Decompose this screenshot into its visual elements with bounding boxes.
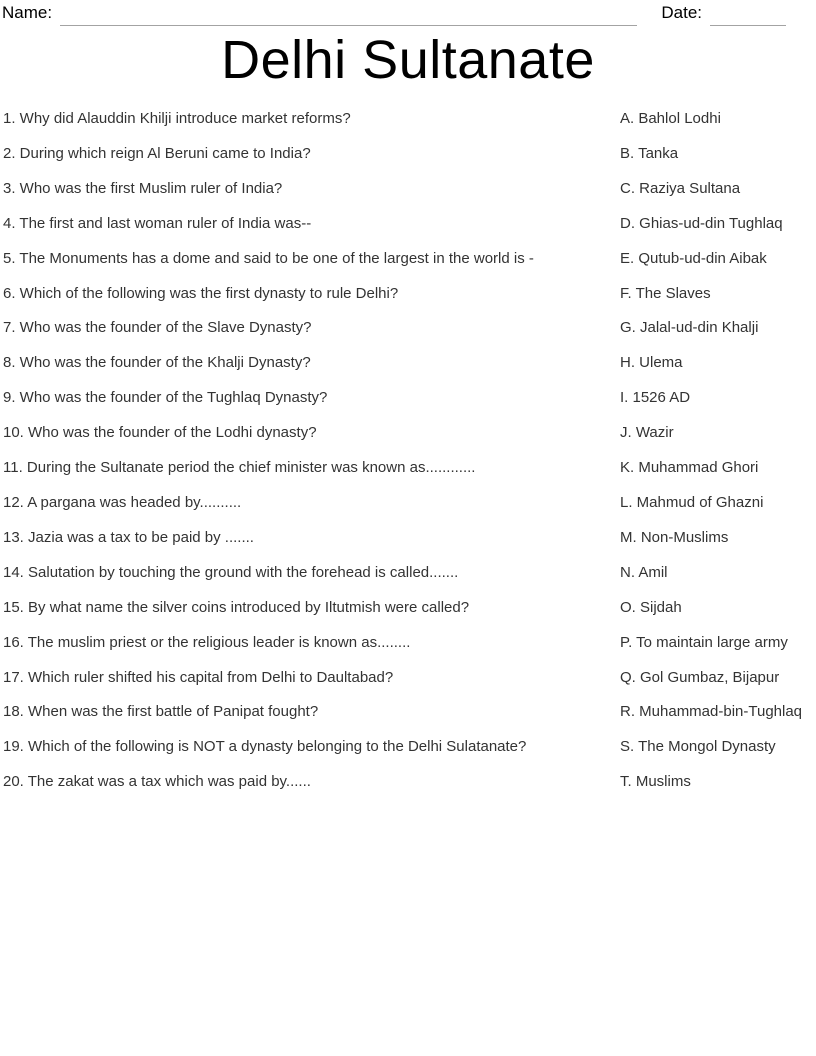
answer-item: G. Jalal-ud-din Khalji <box>620 319 759 337</box>
answer-item: K. Muhammad Ghori <box>620 459 759 477</box>
answers-column <box>620 102 816 800</box>
question-item: 5. The Monuments has a dome and said to be one of the largest in the world is - <box>3 249 534 267</box>
question-item: 6. Which of the following was the first dynasty to rule Delhi? <box>3 284 399 302</box>
answer-item: N. Amil <box>620 563 668 581</box>
question-item: 10. Who was the founder of the Lodhi dynasty? <box>3 424 317 442</box>
question-item: 12. A pargana was headed by.......... <box>3 493 242 511</box>
question-item: 16. The muslim priest or the religious leader is known as........ <box>3 633 411 651</box>
answer-item: A. Bahlol Lodhi <box>620 110 721 127</box>
question-item: 13. Jazia was a tax to be paid by ....... <box>3 528 254 546</box>
answer-item: H. Ulema <box>620 354 683 372</box>
answer-item: D. Ghias-ud-din Tughlaq <box>620 214 783 232</box>
answer-item: T. Muslims <box>620 773 691 791</box>
question-item: 8. Who was the founder of the Khalji Dynasty? <box>3 354 311 372</box>
question-item: 4. The first and last woman ruler of India was-- <box>3 214 312 232</box>
question-item: 2. During which reign Al Beruni came to India? <box>3 144 311 162</box>
question-item: 7. Who was the founder of the Slave Dynasty? <box>3 319 312 337</box>
page-title: Delhi Sultanate <box>221 30 595 90</box>
answer-item: L. Mahmud of Ghazni <box>620 493 764 511</box>
answer-item: P. To maintain large army <box>620 633 788 651</box>
answer-item: J. Wazir <box>620 424 674 442</box>
name-blank-line[interactable] <box>60 10 637 26</box>
answer-item: F. The Slaves <box>620 284 711 302</box>
question-item: 11. During the Sultanate period the chief minister was known as............ <box>3 459 476 477</box>
date-blank-line[interactable] <box>710 10 786 26</box>
matching-area <box>0 102 816 800</box>
question-item: 19. Which of the following is NOT a dynasty belonging to the Delhi Sulatanate? <box>3 738 527 756</box>
question-item: 14. Salutation by touching the ground with the forehead is called....... <box>3 563 459 581</box>
answer-item: Q. Gol Gumbaz, Bijapur <box>620 668 780 686</box>
answer-item: O. Sijdah <box>620 598 682 616</box>
question-item: 3. Who was the first Muslim ruler of India? <box>3 179 283 197</box>
answer-item: B. Tanka <box>620 144 679 162</box>
answer-item: C. Raziya Sultana <box>620 179 741 197</box>
question-item: 9. Who was the founder of the Tughlaq Dynasty? <box>3 389 328 407</box>
answer-item: S. The Mongol Dynasty <box>620 738 776 756</box>
question-item: 17. Which ruler shifted his capital from Delhi to Daultabad? <box>3 668 394 686</box>
header <box>0 0 816 26</box>
question-item: 18. When was the first battle of Panipat fought? <box>3 703 319 721</box>
question-item: 1. Why did Alauddin Khilji introduce market reforms? <box>3 110 351 127</box>
date-label: Date: <box>661 3 702 22</box>
name-label: Name: <box>2 3 53 22</box>
answer-item: E. Qutub-ud-din Aibak <box>620 249 767 267</box>
answer-item: R. Muhammad-bin-Tughlaq <box>620 703 803 721</box>
answer-item: M. Non-Muslims <box>620 528 729 546</box>
questions-column <box>3 102 620 800</box>
question-item: 20. The zakat was a tax which was paid by...... <box>3 773 311 791</box>
question-item: 15. By what name the silver coins introduced by Iltutmish were called? <box>3 598 470 616</box>
answer-item: I. 1526 AD <box>620 389 691 407</box>
